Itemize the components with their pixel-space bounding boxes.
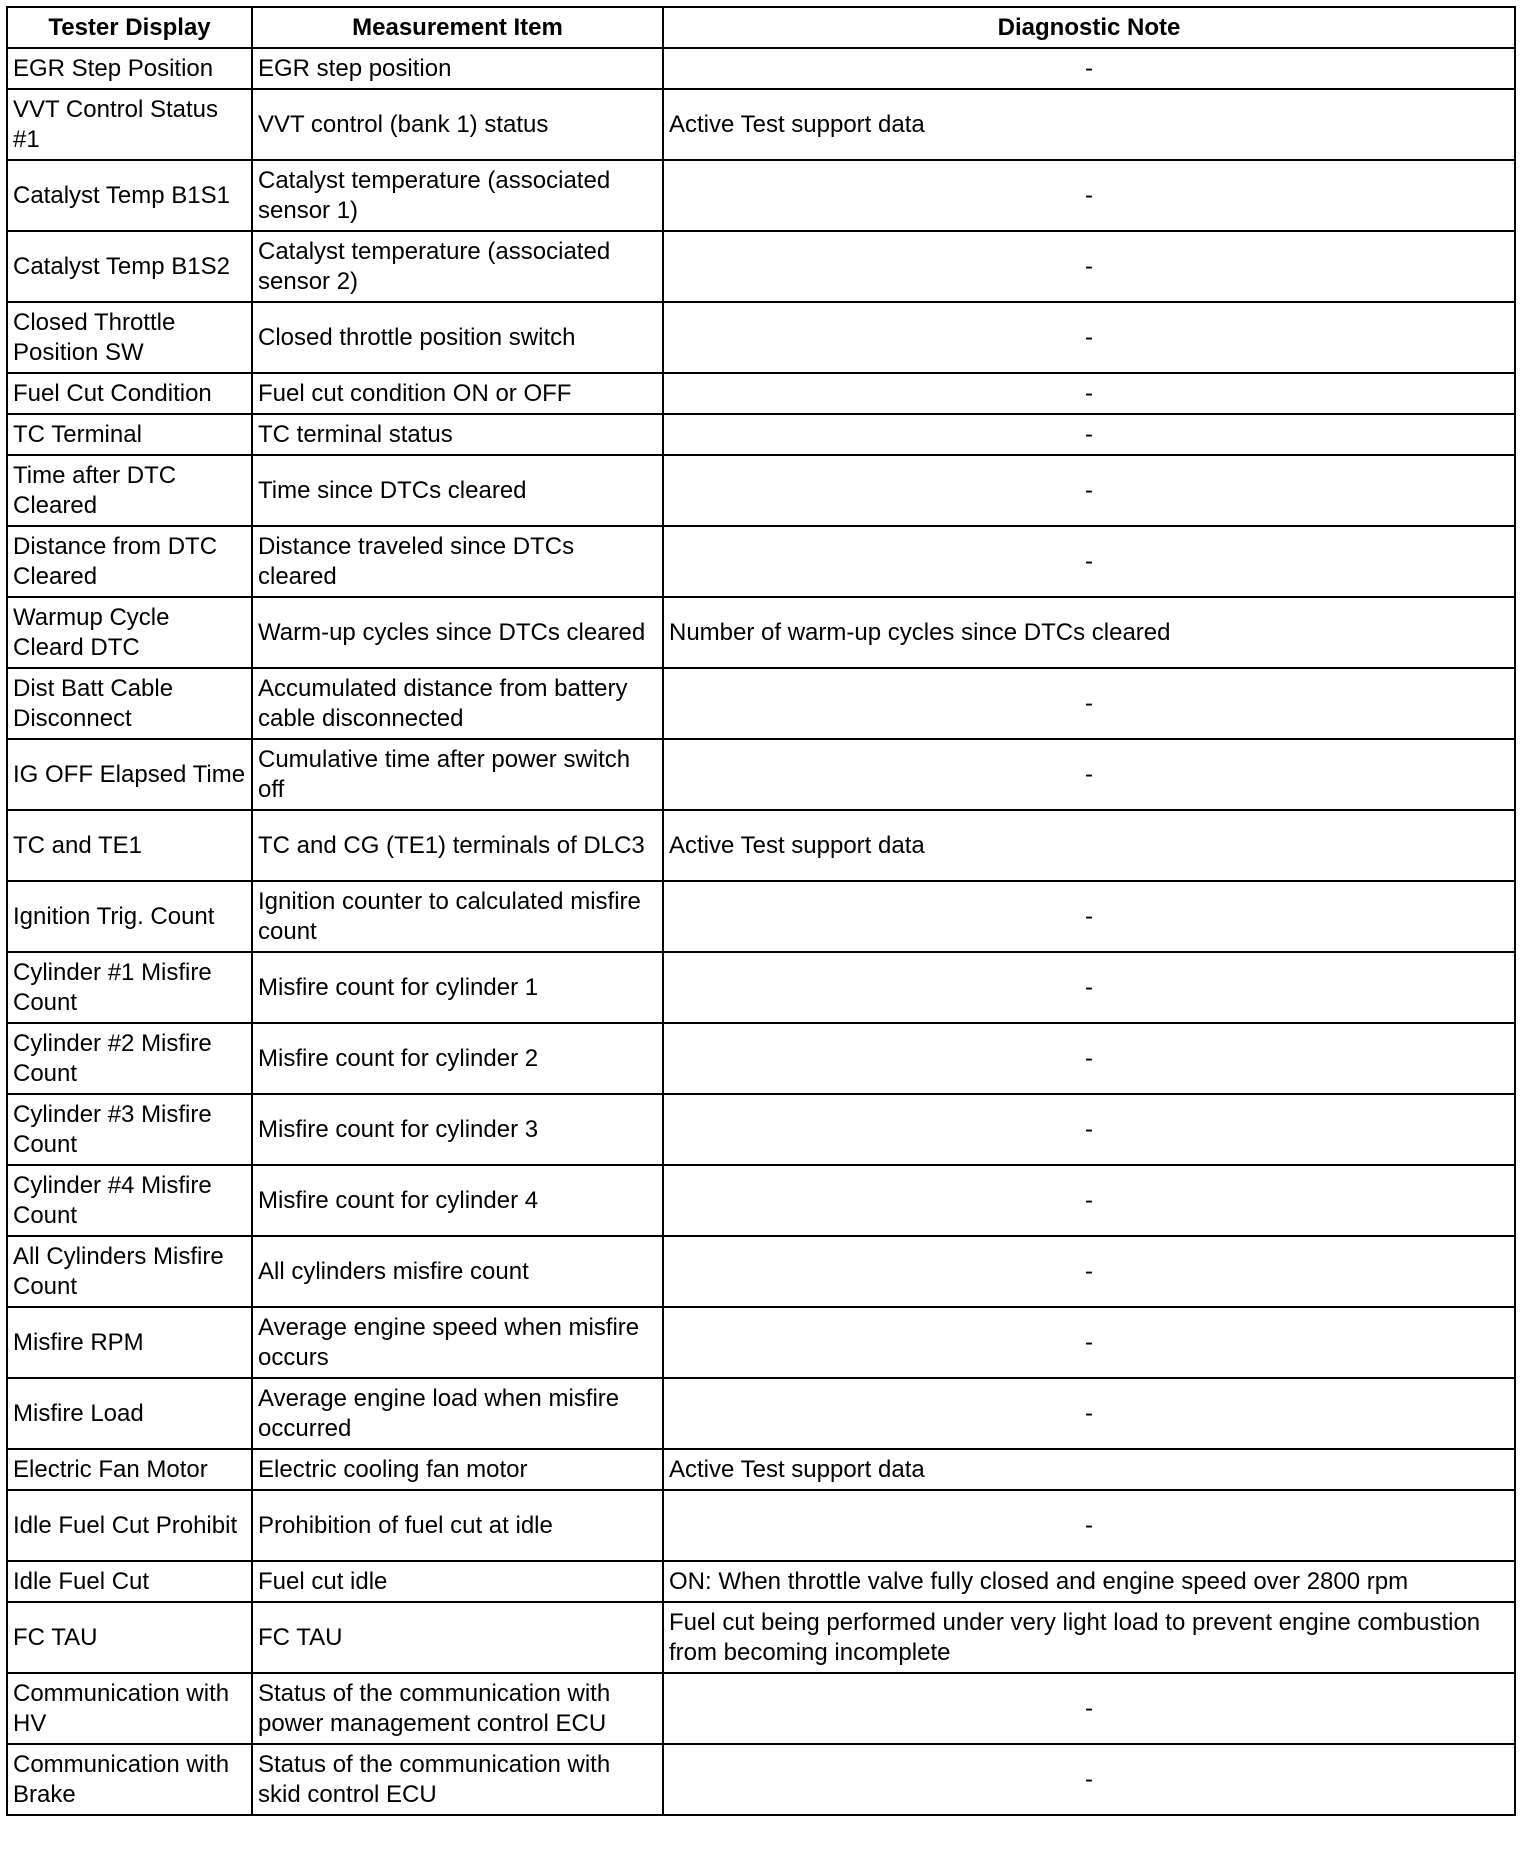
diagnostic-note-cell: - [663, 414, 1515, 455]
tester-display-cell: Cylinder #2 Misfire Count [7, 1023, 252, 1094]
tester-display-cell: VVT Control Status #1 [7, 89, 252, 160]
table-row [7, 302, 1515, 373]
table-row [7, 455, 1515, 526]
measurement-item-cell: Time since DTCs cleared [252, 455, 663, 526]
tester-display-cell: FC TAU [7, 1602, 252, 1673]
tester-display-cell: TC and TE1 [7, 810, 252, 881]
tester-display-cell: Misfire Load [7, 1378, 252, 1449]
diagnostic-note-cell: - [663, 1378, 1515, 1449]
measurement-item-cell: Status of the communication with skid control ECU [252, 1744, 663, 1815]
table-row [7, 1490, 1515, 1561]
measurement-item-cell: Misfire count for cylinder 3 [252, 1094, 663, 1165]
diagnostic-note-cell: - [663, 302, 1515, 373]
table-row [7, 1744, 1515, 1815]
diagnostic-note-cell: - [663, 1094, 1515, 1165]
header-row [7, 7, 1515, 48]
tester-display-cell: EGR Step Position [7, 48, 252, 89]
measurement-item-cell: Distance traveled since DTCs cleared [252, 526, 663, 597]
table-row [7, 1094, 1515, 1165]
tester-display-cell: Cylinder #4 Misfire Count [7, 1165, 252, 1236]
diagnostic-note-cell: - [663, 1165, 1515, 1236]
measurement-item-cell: EGR step position [252, 48, 663, 89]
table-row [7, 373, 1515, 414]
data-list-table-container [6, 6, 1514, 1816]
tester-display-cell: Misfire RPM [7, 1307, 252, 1378]
table-row [7, 1449, 1515, 1490]
diagnostic-note-cell: - [663, 1307, 1515, 1378]
table-row [7, 48, 1515, 89]
diagnostic-note-cell: - [663, 48, 1515, 89]
diagnostic-note-cell: - [663, 1673, 1515, 1744]
tester-display-cell: Time after DTC Cleared [7, 455, 252, 526]
table-row [7, 160, 1515, 231]
table-row [7, 668, 1515, 739]
header-measurement-item: Measurement Item [252, 7, 663, 48]
diagnostic-note-cell: - [663, 160, 1515, 231]
tester-display-cell: Cylinder #3 Misfire Count [7, 1094, 252, 1165]
measurement-item-cell: Status of the communication with power management control ECU [252, 1673, 663, 1744]
tester-display-cell: Catalyst Temp B1S2 [7, 231, 252, 302]
table-row [7, 1236, 1515, 1307]
tester-display-cell: Idle Fuel Cut Prohibit [7, 1490, 252, 1561]
table-row [7, 1561, 1515, 1602]
table-row [7, 231, 1515, 302]
tester-display-cell: Ignition Trig. Count [7, 881, 252, 952]
measurement-item-cell: Fuel cut idle [252, 1561, 663, 1602]
measurement-item-cell: FC TAU [252, 1602, 663, 1673]
measurement-item-cell: VVT control (bank 1) status [252, 89, 663, 160]
diagnostic-note-cell: Active Test support data [663, 810, 1515, 881]
table-row [7, 881, 1515, 952]
table-row [7, 1165, 1515, 1236]
tester-display-cell: TC Terminal [7, 414, 252, 455]
tester-display-cell: Fuel Cut Condition [7, 373, 252, 414]
table-row [7, 526, 1515, 597]
diagnostic-note-cell: - [663, 1236, 1515, 1307]
diagnostic-note-cell: Number of warm-up cycles since DTCs cleared [663, 597, 1515, 668]
measurement-item-cell: Misfire count for cylinder 1 [252, 952, 663, 1023]
diagnostic-note-cell: - [663, 1744, 1515, 1815]
tester-display-cell: Communication with HV [7, 1673, 252, 1744]
measurement-item-cell: Catalyst temperature (associated sensor 2) [252, 231, 663, 302]
diagnostic-note-cell: - [663, 668, 1515, 739]
measurement-item-cell: Misfire count for cylinder 4 [252, 1165, 663, 1236]
tester-display-cell: Communication with Brake [7, 1744, 252, 1815]
tester-display-cell: Closed Throttle Position SW [7, 302, 252, 373]
table-row [7, 597, 1515, 668]
table-row [7, 1378, 1515, 1449]
tester-display-cell: Idle Fuel Cut [7, 1561, 252, 1602]
measurement-item-cell: Ignition counter to calculated misfire count [252, 881, 663, 952]
measurement-item-cell: Fuel cut condition ON or OFF [252, 373, 663, 414]
tester-display-cell: Dist Batt Cable Disconnect [7, 668, 252, 739]
tester-display-cell: IG OFF Elapsed Time [7, 739, 252, 810]
data-list-table [6, 6, 1516, 1816]
measurement-item-cell: Cumulative time after power switch off [252, 739, 663, 810]
diagnostic-note-cell: Active Test support data [663, 1449, 1515, 1490]
measurement-item-cell: Closed throttle position switch [252, 302, 663, 373]
tester-display-cell: Electric Fan Motor [7, 1449, 252, 1490]
diagnostic-note-cell: - [663, 1490, 1515, 1561]
tester-display-cell: Warmup Cycle Cleard DTC [7, 597, 252, 668]
table-row [7, 739, 1515, 810]
diagnostic-note-cell: - [663, 1023, 1515, 1094]
measurement-item-cell: TC terminal status [252, 414, 663, 455]
table-row [7, 1673, 1515, 1744]
header-tester-display: Tester Display [7, 7, 252, 48]
measurement-item-cell: Average engine load when misfire occurred [252, 1378, 663, 1449]
tester-display-cell: Cylinder #1 Misfire Count [7, 952, 252, 1023]
measurement-item-cell: Catalyst temperature (associated sensor 1) [252, 160, 663, 231]
diagnostic-note-cell: Active Test support data [663, 89, 1515, 160]
measurement-item-cell: Warm-up cycles since DTCs cleared [252, 597, 663, 668]
diagnostic-note-cell: - [663, 455, 1515, 526]
diagnostic-note-cell: ON: When throttle valve fully closed and engine speed over 2800 rpm [663, 1561, 1515, 1602]
table-row [7, 1602, 1515, 1673]
table-row [7, 89, 1515, 160]
measurement-item-cell: TC and CG (TE1) terminals of DLC3 [252, 810, 663, 881]
measurement-item-cell: All cylinders misfire count [252, 1236, 663, 1307]
measurement-item-cell: Prohibition of fuel cut at idle [252, 1490, 663, 1561]
measurement-item-cell: Misfire count for cylinder 2 [252, 1023, 663, 1094]
measurement-item-cell: Accumulated distance from battery cable disconnected [252, 668, 663, 739]
measurement-item-cell: Electric cooling fan motor [252, 1449, 663, 1490]
diagnostic-note-cell: - [663, 373, 1515, 414]
tester-display-cell: Catalyst Temp B1S1 [7, 160, 252, 231]
table-row [7, 1307, 1515, 1378]
measurement-item-cell: Average engine speed when misfire occurs [252, 1307, 663, 1378]
diagnostic-note-cell: Fuel cut being performed under very light load to prevent engine combustion from becoming incomplete [663, 1602, 1515, 1673]
tester-display-cell: Distance from DTC Cleared [7, 526, 252, 597]
table-row [7, 414, 1515, 455]
table-row [7, 1023, 1515, 1094]
diagnostic-note-cell: - [663, 739, 1515, 810]
diagnostic-note-cell: - [663, 952, 1515, 1023]
diagnostic-note-cell: - [663, 526, 1515, 597]
table-body [7, 48, 1515, 1815]
table-row [7, 810, 1515, 881]
diagnostic-note-cell: - [663, 231, 1515, 302]
header-diagnostic-note: Diagnostic Note [663, 7, 1515, 48]
tester-display-cell: All Cylinders Misfire Count [7, 1236, 252, 1307]
diagnostic-note-cell: - [663, 881, 1515, 952]
table-row [7, 952, 1515, 1023]
